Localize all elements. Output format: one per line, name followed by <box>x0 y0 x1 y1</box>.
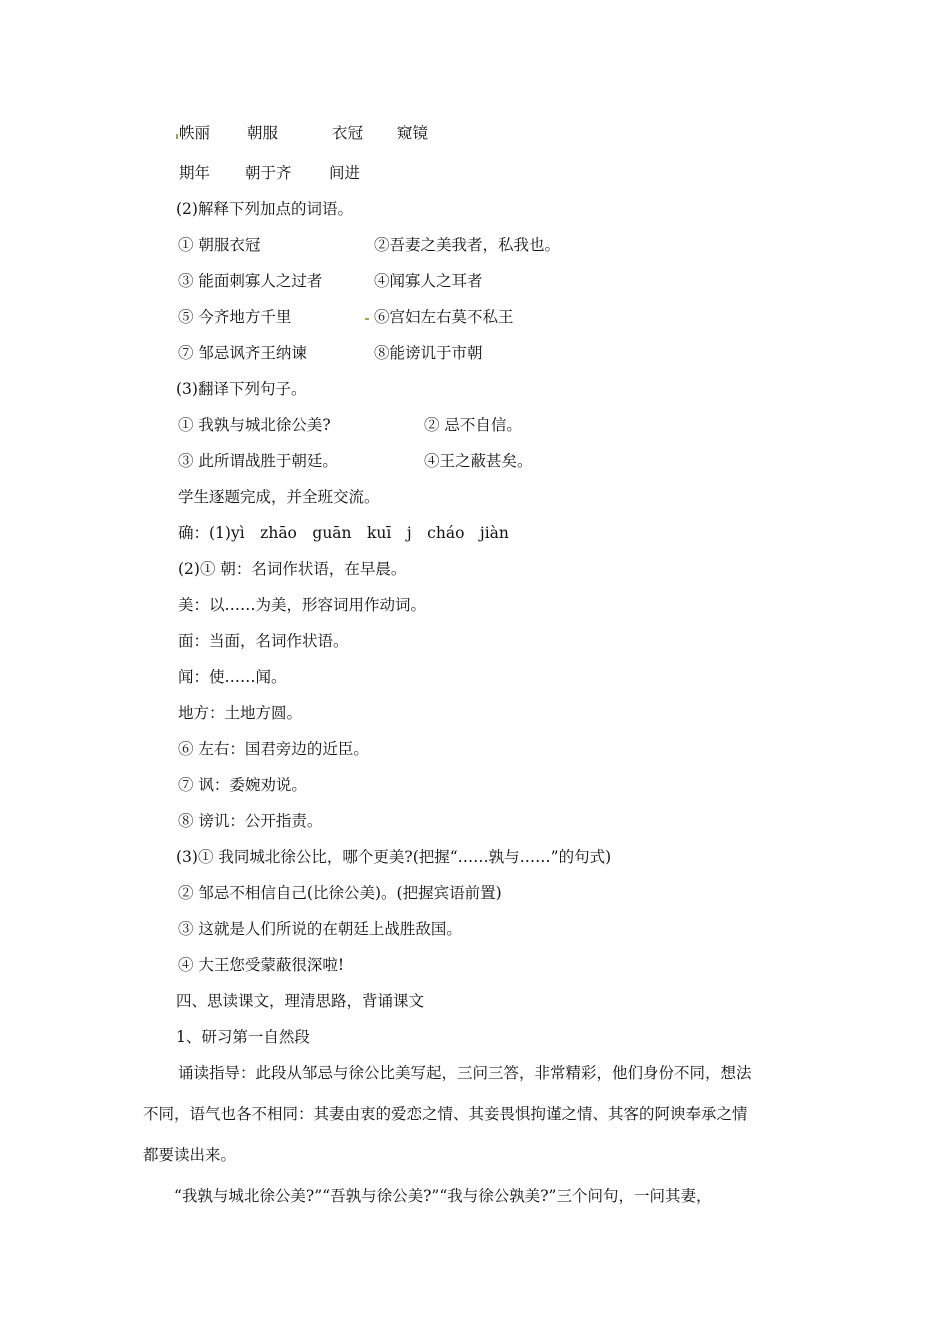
answer-line: 闻：使……闻。 <box>178 668 287 686</box>
vocab-word: 窥镜 <box>397 124 429 142</box>
vocab-word: 朝于齐 <box>245 164 292 182</box>
answer-line: (2)① 朝：名词作状语，在早晨。 <box>178 560 407 578</box>
answer-line: 面：当面，名词作状语。 <box>178 632 349 650</box>
answer-line: 美：以……为美，形容词用作动词。 <box>178 596 427 614</box>
question-item: ②吾妻之美我者，私我也。 <box>374 236 561 254</box>
answer-line: ③ 这就是人们所说的在朝廷上战胜敌国。 <box>178 920 462 938</box>
question-2-title: (2)解释下列加点的词语。 <box>176 200 353 218</box>
question-item: ⑥宫妇左右莫不私王 <box>374 308 514 326</box>
vocab-word: 朝服 <box>247 124 279 142</box>
section-heading: 四、思读课文，理清思路，背诵课文 <box>176 992 425 1010</box>
question-item: ④王之蔽甚矣。 <box>424 452 533 470</box>
question-item: ① 我孰与城北徐公美? <box>178 416 331 434</box>
question-item: ① 朝服衣冠 <box>178 236 261 254</box>
answer-line: ⑥ 左右：国君旁边的近臣。 <box>178 740 369 758</box>
paragraph-line: 都要读出来。 <box>143 1146 237 1164</box>
question-item: ⑦ 邹忌讽齐王纳谏 <box>178 344 307 362</box>
paragraph-line: 诵读指导：此段从邹忌与徐公比美写起，三问三答，非常精彩，他们身份不同，想法 <box>178 1064 752 1082</box>
answer-line: ⑧ 谤讥：公开指责。 <box>178 812 323 830</box>
vocab-word: 间进 <box>329 164 361 182</box>
paragraph-line: 不同，语气也各不相同：其妻由衷的爱恋之情、其妾畏惧拘谨之情、其客的阿谀奉承之情 <box>143 1105 748 1123</box>
answer-line: ⑦ 讽：委婉劝说。 <box>178 776 307 794</box>
question-item: ⑤ 今齐地方千里 <box>178 308 292 326</box>
question-item: ③ 能面刺寡人之过者 <box>178 272 323 290</box>
answer-line: (3)① 我同城北徐公比，哪个更美?(把握“……孰与……”的句式) <box>176 848 612 866</box>
answer-line: 地方：土地方圆。 <box>178 704 303 722</box>
annotation-mark <box>365 318 369 320</box>
annotation-mark <box>176 134 178 139</box>
subsection-heading: 1、研习第一自然段 <box>176 1028 310 1046</box>
paragraph-line: “我孰与城北徐公美?”“吾孰与徐公美?”“我与徐公孰美?”三个问句，一问其妻， <box>174 1187 712 1205</box>
answer-line: ② 邹忌不相信自己(比徐公美)。(把握宾语前置) <box>178 884 502 902</box>
answer-line: ④ 大王您受蒙蔽很深啦! <box>178 956 345 974</box>
question-item: ④闻寡人之耳者 <box>374 272 483 290</box>
instruction-note: 学生逐题完成，并全班交流。 <box>178 488 380 506</box>
answer-line: 确：(1)yì zhāo guān kuī j cháo jiàn <box>178 524 509 542</box>
vocab-word: 帙丽 <box>179 124 211 142</box>
vocab-word: 衣冠 <box>332 124 364 142</box>
question-item: ③ 此所谓战胜于朝廷。 <box>178 452 338 470</box>
question-item: ⑧能谤讥于市朝 <box>374 344 483 362</box>
question-3-title: (3)翻译下列句子。 <box>176 380 307 398</box>
question-item: ② 忌不自信。 <box>424 416 522 434</box>
vocab-word: 期年 <box>179 164 211 182</box>
